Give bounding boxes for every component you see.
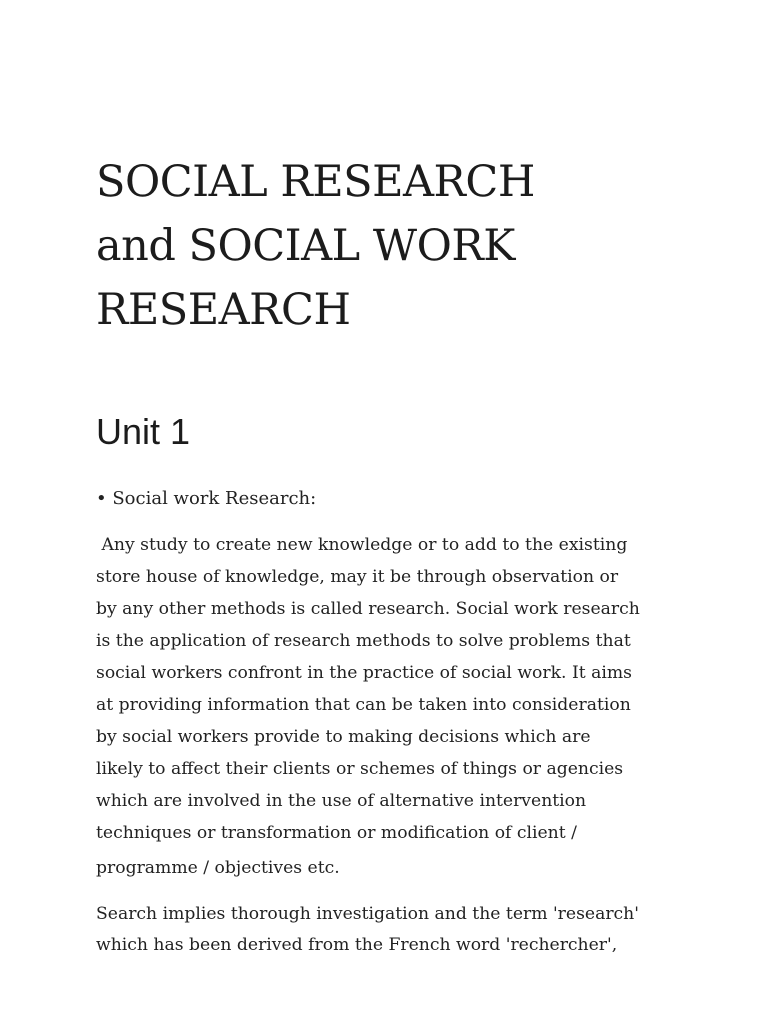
paragraph-line: Any study to create new knowledge or to add to the existing bbox=[96, 535, 628, 555]
paragraph-line: is the application of research methods to solve problems that bbox=[96, 631, 631, 651]
paragraph-line: at providing information that can be taken into consideration bbox=[96, 695, 631, 715]
paragraph-line: programme / objectives etc. bbox=[96, 858, 340, 878]
document-title bbox=[96, 150, 656, 342]
paragraph-line: by any other methods is called research. Social work research bbox=[96, 599, 640, 619]
paragraph-line: which has been derived from the French word 'rechercher', bbox=[96, 935, 618, 955]
paragraph-line: social workers confront in the practice of social work. It aims bbox=[96, 663, 632, 683]
body-paragraph bbox=[96, 899, 639, 961]
bullet-heading: • Social work Research: bbox=[96, 488, 317, 509]
title-line: SOCIAL RESEARCH bbox=[96, 157, 535, 207]
unit-heading: Unit 1 bbox=[96, 411, 191, 452]
body-paragraph bbox=[96, 529, 640, 884]
paragraph-line: which are involved in the use of alternative intervention bbox=[96, 791, 587, 811]
title-line: and SOCIAL WORK bbox=[96, 221, 515, 271]
paragraph-line: techniques or transformation or modification of client / bbox=[96, 823, 577, 843]
paragraph-line: Search implies thorough investigation and the term 'research' bbox=[96, 904, 639, 924]
paragraph-line: store house of knowledge, may it be through observation or bbox=[96, 567, 619, 587]
paragraph-line: likely to affect their clients or schemes of things or agencies bbox=[96, 759, 624, 779]
title-line: RESEARCH bbox=[96, 285, 351, 335]
paragraph-line: by social workers provide to making decisions which are bbox=[96, 727, 591, 747]
